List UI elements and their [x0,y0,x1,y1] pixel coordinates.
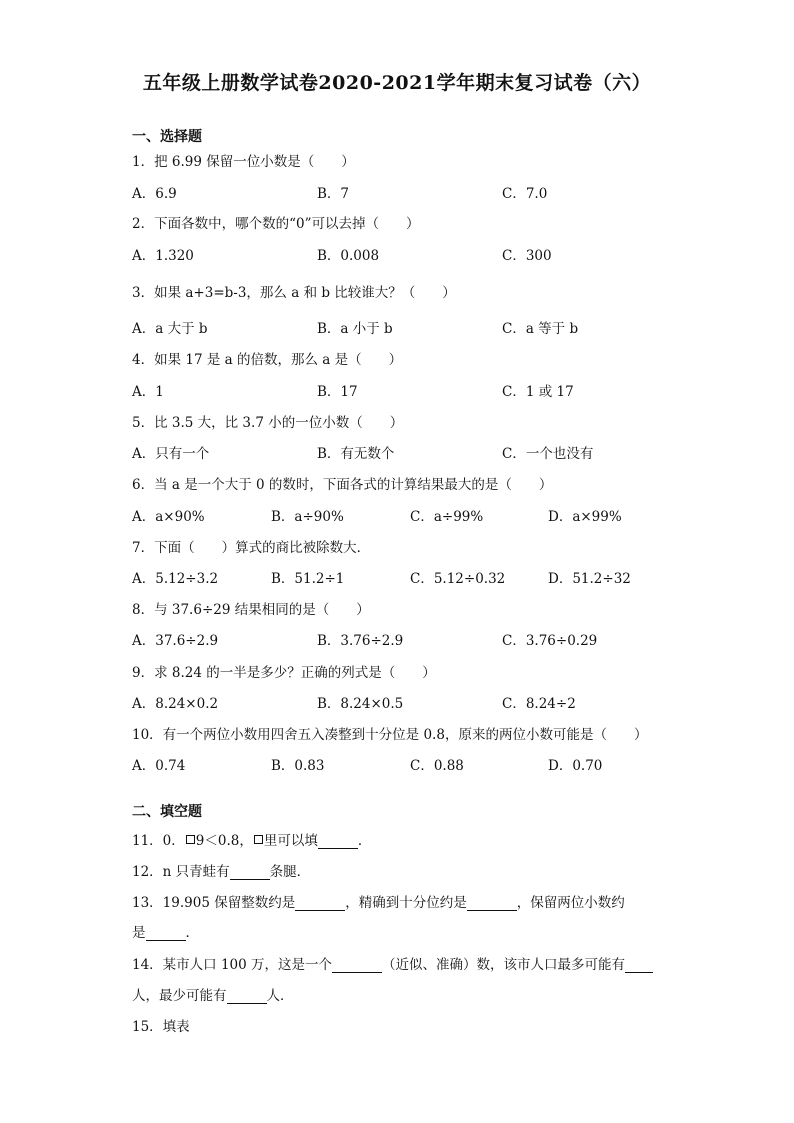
q14-text-a: 14．某市人口 100 万，这是一个 [132,957,333,973]
q9-option-a: A．8.24×0.2 [132,696,219,712]
section-heading-fill: 二、填空题 [132,804,202,820]
q10-option-a: A．0.74 [132,758,186,774]
q1-option-a: A．6.9 [132,186,177,202]
q3-option-a: A．a 大于 b [132,321,208,337]
question-13-continued [132,921,199,941]
answer-blank[interactable] [227,989,267,1004]
q11-text-b: 9＜0.8， [195,833,253,849]
question-11 [132,829,371,849]
q8-option-a: A．37.6÷2.9 [132,633,219,649]
q12-text-b: 条腿． [269,864,311,880]
q3-option-c: C．a 等于 b [502,321,579,337]
question-15 [132,1015,190,1035]
q7-option-a: A．5.12÷3.2 [132,571,219,587]
q2-option-a: A．1.320 [132,248,194,264]
question-2: 2．下面各数中，哪个数的“0”可以去掉（ ） [132,216,420,232]
q13-text-d: 是 [132,925,146,941]
question-13 [132,891,625,911]
question-10: 10．有一个两位小数用四舍五入凑整到十分位是 0.8，原来的两位小数可能是（ ） [132,727,648,743]
q4-option-b: B．17 [317,384,358,400]
answer-blank[interactable] [146,926,186,941]
question-4: 4．如果 17 是 a 的倍数，那么 a 是（ ） [132,352,403,368]
q6-option-b: B．a÷90% [271,509,344,525]
question-12 [132,860,310,880]
q7-option-c: C．5.12÷0.32 [410,571,506,587]
q7-option-d: D．51.2÷32 [548,571,631,587]
q13-text-e: ． [185,925,199,941]
question-14 [132,953,653,973]
q10-option-d: D．0.70 [548,758,603,774]
q4-option-a: A．1 [132,384,164,400]
q7-option-b: B．51.2÷1 [271,571,345,587]
answer-blank[interactable] [332,958,382,973]
q11-text-d: ． [357,833,372,849]
question-14-continued [132,984,294,1004]
question-7: 7．下面（ ）算式的商比被除数大． [132,540,371,556]
q6-option-c: C．a÷99% [410,509,484,525]
q1-option-c: C．7.0 [502,186,548,202]
q3-option-b: B．a 小于 b [317,321,393,337]
answer-blank[interactable] [230,865,270,880]
q2-option-b: B．0.008 [317,248,380,264]
digit-box-icon [254,835,263,844]
question-1: 1．把 6.99 保留一位小数是（ ） [132,154,355,170]
q14-text-c: 人，最少可能有 [132,988,227,1004]
q2-option-c: C．300 [502,248,552,264]
q1-option-b: B．7 [317,186,350,202]
section-heading-choice: 一、选择题 [132,129,202,145]
q9-option-c: C．8.24÷2 [502,696,576,712]
q13-text-b: ，精确到十分位约是 [345,895,467,911]
page-title: 五年级上册数学试卷2020-2021学年期末复习试卷（六） [142,72,652,94]
question-5: 5．比 3.5 大，比 3.7 小的一位小数（ ） [132,415,404,431]
digit-box-icon [186,835,195,844]
q14-text-b: （近似、准确）数，该市人口最多可能有 [382,957,626,973]
q5-option-c: C．一个也没有 [502,446,594,462]
q9-option-b: B．8.24×0.5 [317,696,404,712]
q11-text-c: 里可以填 [263,833,318,849]
question-9: 9．求 8.24 的一半是多少？正确的列式是（ ） [132,665,436,681]
q10-option-c: C．0.88 [410,758,464,774]
q10-option-b: B．0.83 [271,758,325,774]
question-3: 3．如果 a+3=b-3，那么 a 和 b 比较谁大？（ ） [132,285,456,301]
q8-option-c: C．3.76÷0.29 [502,633,598,649]
answer-blank[interactable] [625,958,653,973]
q12-text-a: 12．n 只青蛙有 [132,864,230,880]
answer-blank[interactable] [467,896,517,911]
q11-text-a: 11．0． [132,833,185,849]
q8-option-b: B．3.76÷2.9 [317,633,404,649]
q13-text-a: 13．19.905 保留整数约是 [132,895,296,911]
q6-option-d: D．a×99% [548,509,622,525]
q15-text-a: 15．填表 [132,1019,190,1035]
q5-option-a: A．只有一个 [132,446,210,462]
q14-text-d: 人． [266,988,294,1004]
question-6: 6．当 a 是一个大于 0 的数时，下面各式的计算结果最大的是（ ） [132,477,553,493]
answer-blank[interactable] [318,834,358,849]
q4-option-c: C．1 或 17 [502,384,574,400]
q6-option-a: A．a×90% [132,509,205,525]
q5-option-b: B．有无数个 [317,446,395,462]
answer-blank[interactable] [295,896,345,911]
question-8: 8．与 37.6÷29 结果相同的是（ ） [132,602,370,618]
q13-text-c: ，保留两位小数约 [516,895,625,911]
